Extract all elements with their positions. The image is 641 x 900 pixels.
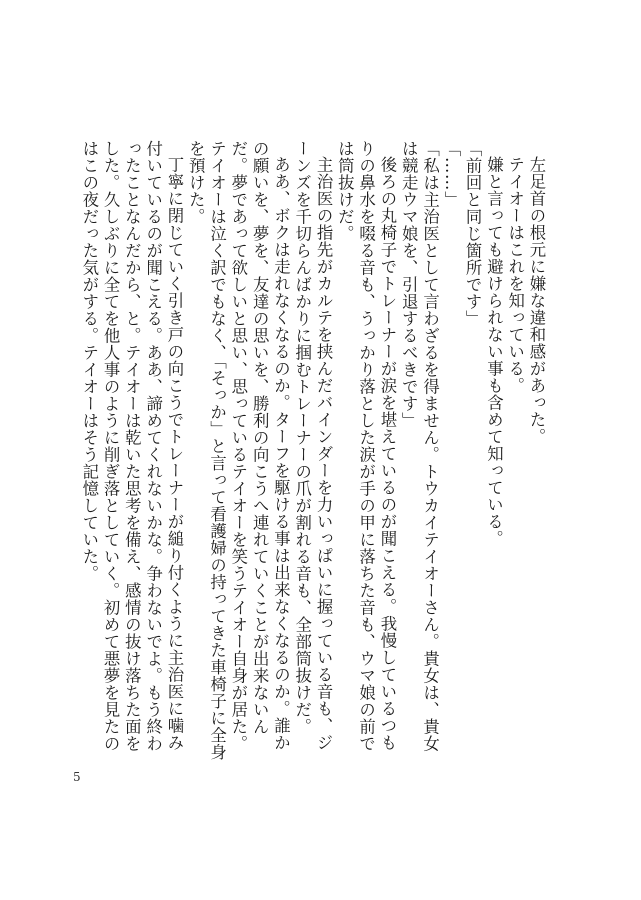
paragraph-5: 主治医の指先がカルテを挟んだバインダーを力いっぱいに握っている音も、ジーンズを千切らんばかりに掴むトレーナーの爪が割れる音も、全部筒抜けだ。 [292, 140, 334, 752]
page-number: 5 [73, 770, 81, 784]
paragraph-6: ああ、ボクは走れなくなるのか。ターフを駆ける事は出来なくなるのか。誰かの願いを、夢を、友達の思いを、勝利の向こうへ連れていくことが出来ないんだ。夢であって欲しいと思い、思っているテイオーを笑うテイオー自身が居た。テイオーは泣く訳でもなく、「そっか」と言って看護婦の持ってきた車椅子に全身を預けた。 [186, 140, 291, 761]
vertical-text-body [79, 140, 547, 766]
dialogue-3: 「私は主治医として言わざるを得ません。トウカイテイオーさん。貴女は、貴女は競走ウマ娘を、引退するべきです」 [399, 140, 440, 752]
dialogue-1: 「前回と同じ箇所です」 [463, 140, 483, 327]
paragraph-2: テイオーはこれを知っている。 [505, 156, 525, 395]
paragraph-1: 左足首の根元に嫌な違和感があった。 [527, 156, 546, 446]
paragraph-7: 丁寧に閉じていく引き戸の向こうでトレーナーが縋り付くように主治医に噛み付いているのが聞こえる。ああ、諦めてくれないかな。争わないでよ。もう終わったことなんだから、と。テイオーは乾いた思考を備え、感情の抜け落ちた面をした。久しぶりに全てを他人事のように削ぎ落としていく。初めて悪夢を見たのはこの夜だった気がする。テイオーはそう記憶していた。 [79, 140, 184, 752]
dialogue-2: 「……」 [441, 140, 461, 208]
paragraph-3: 嫌と言っても避けられない事も含めて知っている。 [484, 156, 504, 548]
paragraph-4: 後ろの丸椅子でトレーナーが涙を堪えているのが聞こえる。我慢しているつもりの鼻水を啜る音も、うっかり落とした涙が手の甲に落ちた音も、ウマ娘の前では筒抜けだ。 [335, 140, 397, 752]
